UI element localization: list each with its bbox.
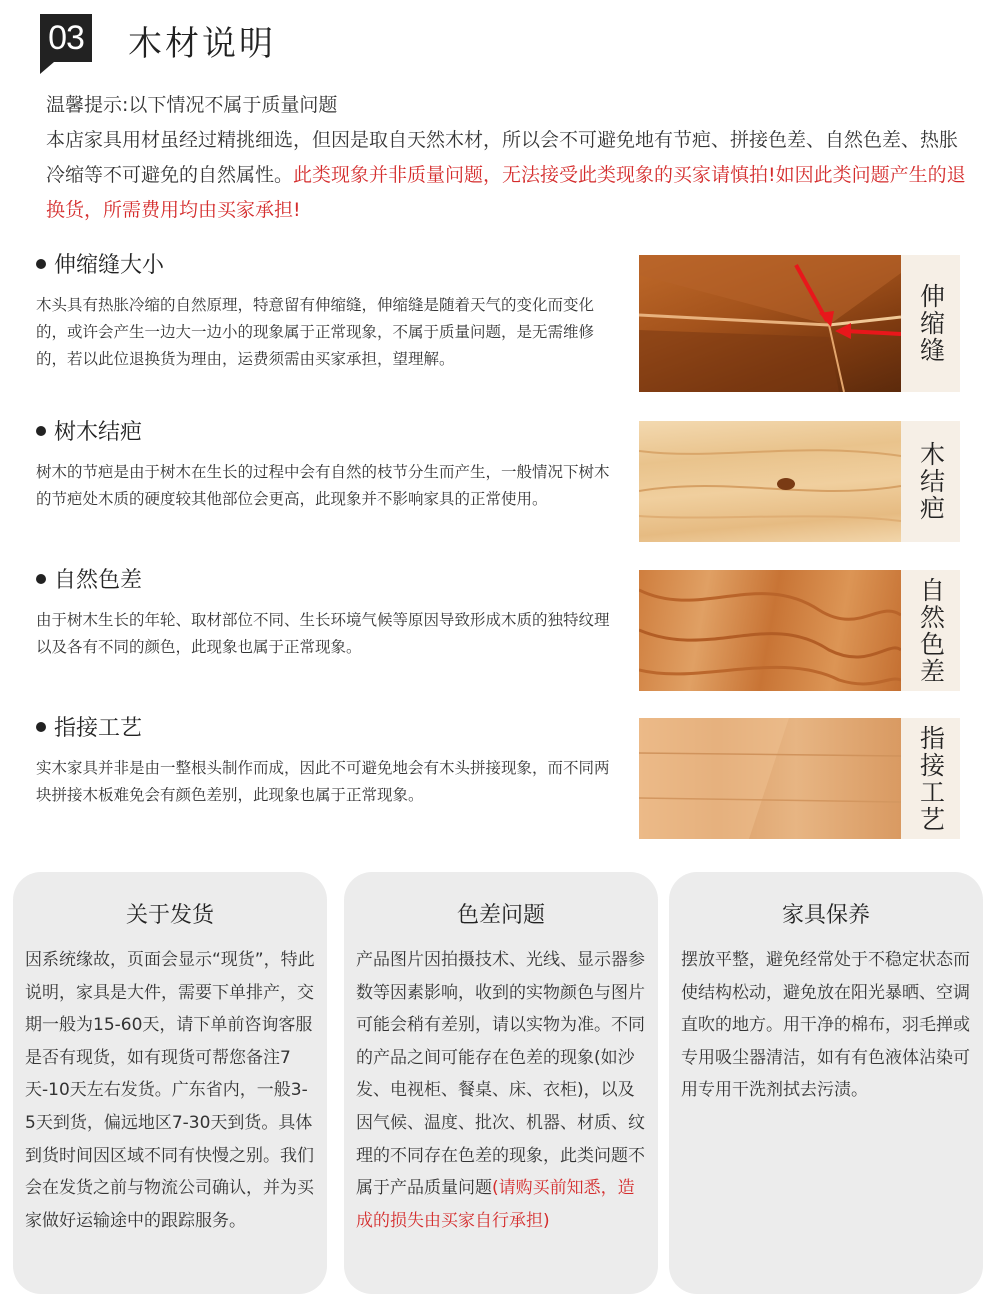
card-text: 因系统缘故，页面会显示“现货”，特此说明，家具是大件，需要下单排产，交期一般为15-60天，请下单前咨询客服是否有现货，如有现货可帮您备注7天-10天左右发货。广东省内，一般3-5天到货，偏远地区7-30天到货。具体到货时间因区域不同有快慢之别。我们会在发货之前与物流公司确认，并为买家做好运输途中的跟踪服务。 <box>25 950 315 1231</box>
badge-tail <box>40 62 54 74</box>
wood-photo <box>639 718 901 839</box>
section-title-text: 伸缩缝大小 <box>54 253 165 278</box>
card-shipping <box>13 872 327 1294</box>
bullet-dot <box>36 426 46 436</box>
section-title <box>36 713 621 745</box>
card-furniture-care <box>669 872 983 1294</box>
joint-arrows-illustration <box>639 255 901 392</box>
card-title: 关于发货 <box>125 903 214 928</box>
section-body: 由于树木生长的年轮、取材部位不同、生长环境气候等原因导致形成木质的独特纹理以及各有不同的颜色，此现象也属于正常现象。 <box>36 611 610 656</box>
photo-natural-color <box>639 570 960 691</box>
notice-warning: 此类现象并非质量问题，无法接受此类现象的买家请慎拍!如因此类问题产生的退换货，所需费用均由买家承担! <box>46 164 966 221</box>
section-body: 树木的节疤是由于树木在生长的过程中会有自然的枝节分生而产生，一般情况下树木的节疤处木质的硬度较其他部位会更高，此现象并不影响家具的正常使用。 <box>36 463 610 508</box>
section-title-text: 自然色差 <box>54 568 143 593</box>
section-number-badge: 03 <box>40 14 92 62</box>
card-title: 家具保养 <box>781 903 870 928</box>
card-text: 产品图片因拍摄技术、光线、显示器参数等因素影响，收到的实物颜色与图片可能会稍有差别，请以实物为准。不同的产品之间可能存在色差的现象(如沙发、电视柜、餐桌、床、衣柜)，以及因气候、温度、批次、机器、材质、纹理的不同存在色差的现象，此类问题不属于产品质量问题 <box>356 950 645 1199</box>
section-expansion-joint <box>36 250 621 373</box>
wood-photo <box>639 421 901 542</box>
notice-heading: 温馨提示:以下情况不属于质量问题 <box>46 94 338 116</box>
wood-photo <box>639 255 901 392</box>
photo-expansion-joint <box>639 255 960 392</box>
photo-finger-joint <box>639 718 960 839</box>
notice-block <box>46 88 970 228</box>
card-title: 色差问题 <box>456 903 545 928</box>
section-finger-joint <box>36 713 621 809</box>
section-title <box>36 565 621 597</box>
knot-illustration <box>639 421 901 542</box>
section-body: 实木家具并非是由一整根头制作而成，因此不可避免地会有木头拼接现象，而不同两块拼接木板难免会有颜色差别，此现象也属于正常现象。 <box>36 759 610 804</box>
section-natural-color <box>36 565 621 661</box>
photo-wood-knot <box>639 421 960 542</box>
card-warning: (请购买前知悉，造成的损失由买家自行承担) <box>356 1178 635 1231</box>
photo-label: 木结疤 <box>901 421 960 542</box>
card-body <box>681 944 971 1107</box>
section-title-text: 树木结疤 <box>54 420 143 445</box>
photo-label: 自然色差 <box>901 570 960 691</box>
section-body: 木头具有热胀冷缩的自然原理，特意留有伸缩缝，伸缩缝是随着天气的变化而变化的，或许会产生一边大一边小的现象属于正常现象，不属于质量问题，是无需维修的，若以此位退换货为理由，运费须需由买家承担，望理解。 <box>36 296 595 368</box>
wood-photo <box>639 570 901 691</box>
section-wood-knot <box>36 417 621 513</box>
photo-label: 指接工艺 <box>901 718 960 839</box>
page-title: 木材说明 <box>128 24 276 64</box>
bullet-dot <box>36 574 46 584</box>
card-body <box>25 944 315 1237</box>
notice-body <box>46 123 970 228</box>
grain-illustration <box>639 570 901 691</box>
section-title <box>36 417 621 449</box>
card-text: 摆放平整，避免经常处于不稳定状态而使结构松动，避免放在阳光暴晒、空调直吹的地方。用干净的棉布，羽毛掸或专用吸尘器清洁，如有有色液体沾染可用专用干洗剂拭去污渍。 <box>681 950 970 1101</box>
notice-text: 本店家具用材虽经过精挑细选，但因是取自天然木材，所以会不可避免地有节疤、拼接色差、自然色差、热胀冷缩等不可避免的自然属性。 <box>46 129 959 186</box>
bullet-dot <box>36 259 46 269</box>
card-body <box>356 944 646 1237</box>
section-title-text: 指接工艺 <box>54 716 143 741</box>
bullet-dot <box>36 722 46 732</box>
section-title <box>36 250 621 282</box>
card-color-difference <box>344 872 658 1294</box>
photo-label: 伸缩缝 <box>901 255 960 392</box>
joint-illustration <box>639 718 901 839</box>
